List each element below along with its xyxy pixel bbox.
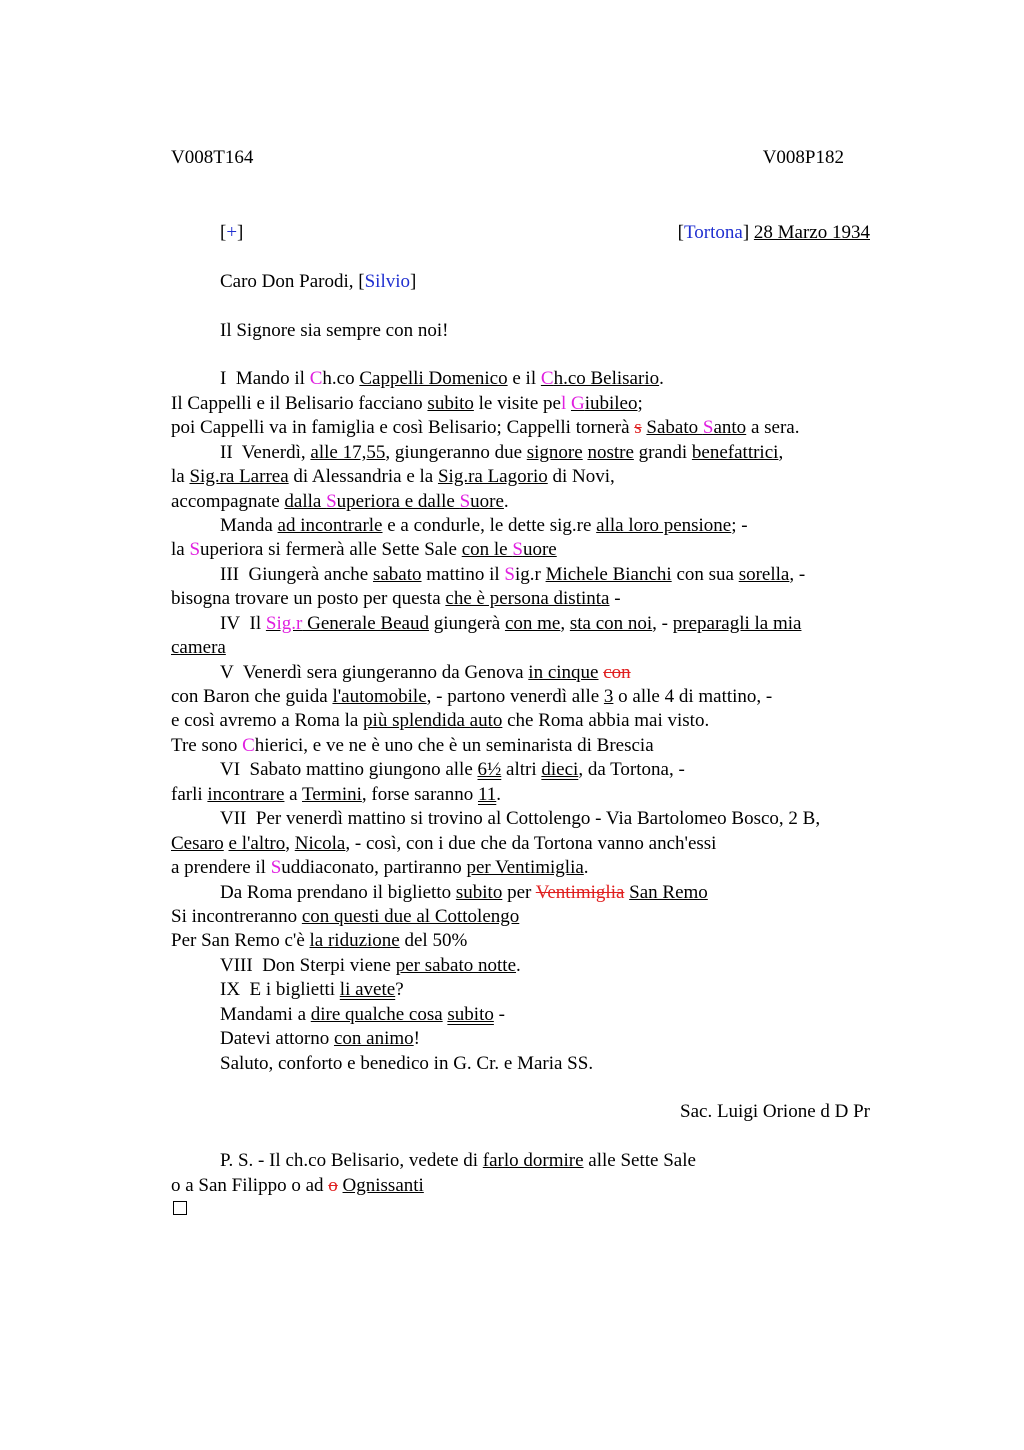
body-line: la Superiora si fermerà alle Sette Sale con le Suore xyxy=(171,539,557,560)
body-line: Tre sono Chierici, e ve ne è uno che è un seminarista di Brescia xyxy=(171,735,654,756)
body-line: Manda ad incontrarle e a condurle, le dette sig.re alla loro pensione; - xyxy=(220,515,748,536)
body-line: Da Roma prendano il biglietto subito per Ventimiglia San Remo xyxy=(220,882,708,903)
body-line: IV Il Sig.r Generale Beaud giungerà con me, sta con noi, - preparagli la mia xyxy=(220,613,802,634)
body-line: camera xyxy=(171,637,226,658)
body-line: VI Sabato mattino giungono alle 6½ altri dieci, da Tortona, - xyxy=(220,759,685,780)
end-box-icon xyxy=(173,1201,187,1215)
signature: Sac. Luigi Orione d D Pr xyxy=(680,1101,870,1122)
body-line: I Mando il Ch.co Cappelli Domenico e il Ch.co Belisario. xyxy=(220,368,664,389)
body-line: bisogna trovare un posto per questa che è persona distinta - xyxy=(171,588,621,609)
postscript-line: P. S. - Il ch.co Belisario, vedete di farlo dormire alle Sette Sale xyxy=(220,1150,696,1171)
body-line: Cesaro e l'altro, Nicola, - così, con i due che da Tortona vanno anch'essi xyxy=(171,833,717,854)
salutation-name: Silvio xyxy=(364,271,410,292)
date: 28 Marzo 1934 xyxy=(753,222,870,243)
place: Tortona xyxy=(684,222,743,243)
body-line: VIII Don Sterpi viene per sabato notte. xyxy=(220,955,521,976)
cross-mark: [+] xyxy=(220,222,244,243)
body-line: Il Cappelli e il Belisario facciano subito le visite pel Giubileo; xyxy=(171,393,643,414)
body-line: e così avremo a Roma la più splendida auto che Roma abbia mai visto. xyxy=(171,710,710,731)
body-line: Datevi attorno con animo! xyxy=(220,1028,420,1049)
body-line: III Giungerà anche sabato mattino il Sig.r Michele Bianchi con sua sorella, - xyxy=(220,564,806,585)
greeting: Il Signore sia sempre con noi! xyxy=(220,320,449,341)
body-line: V Venerdì sera giungeranno da Genova in cinque con xyxy=(220,662,631,683)
salutation: Caro Don Parodi, [Silvio] xyxy=(220,271,417,292)
document-code-left: V008T164 xyxy=(171,147,254,168)
body-line: accompagnate dalla Superiora e dalle Suore. xyxy=(171,491,509,512)
body-line: a prendere il Suddiaconato, partiranno per Ventimiglia. xyxy=(171,857,589,878)
body-line: IX E i biglietti li avete? xyxy=(220,979,404,1000)
postscript-line: o a San Filippo o ad o Ognissanti xyxy=(171,1175,424,1196)
cross-symbol: + xyxy=(226,222,238,243)
body-line: farli incontrare a Termini, forse saranno 11. xyxy=(171,784,502,805)
body-line: VII Per venerdì mattino si trovino al Cottolengo - Via Bartolomeo Bosco, 2 B, xyxy=(220,808,821,829)
body-line: Mandami a dire qualche cosa subito - xyxy=(220,1004,505,1025)
body-line: Per San Remo c'è la riduzione del 50% xyxy=(171,930,468,951)
closing: Saluto, conforto e benedico in G. Cr. e Maria SS. xyxy=(220,1053,594,1074)
body-line: la Sig.ra Larrea di Alessandria e la Sig.ra Lagorio di Novi, xyxy=(171,466,615,487)
body-line: Si incontreranno con questi due al Cottolengo xyxy=(171,906,520,927)
body-line: poi Cappelli va in famiglia e così Belisario; Cappelli tornerà s Sabato Santo a sera. xyxy=(171,417,800,438)
body-line: con Baron che guida l'automobile, - partono venerdì alle 3 o alle 4 di mattino, - xyxy=(171,686,773,707)
letter-date: [Tortona] 28 Marzo 1934 xyxy=(677,222,870,243)
document-code-right: V008P182 xyxy=(762,147,844,168)
body-line: II Venerdì, alle 17,55, giungeranno due signore nostre grandi benefattrici, xyxy=(220,442,784,463)
